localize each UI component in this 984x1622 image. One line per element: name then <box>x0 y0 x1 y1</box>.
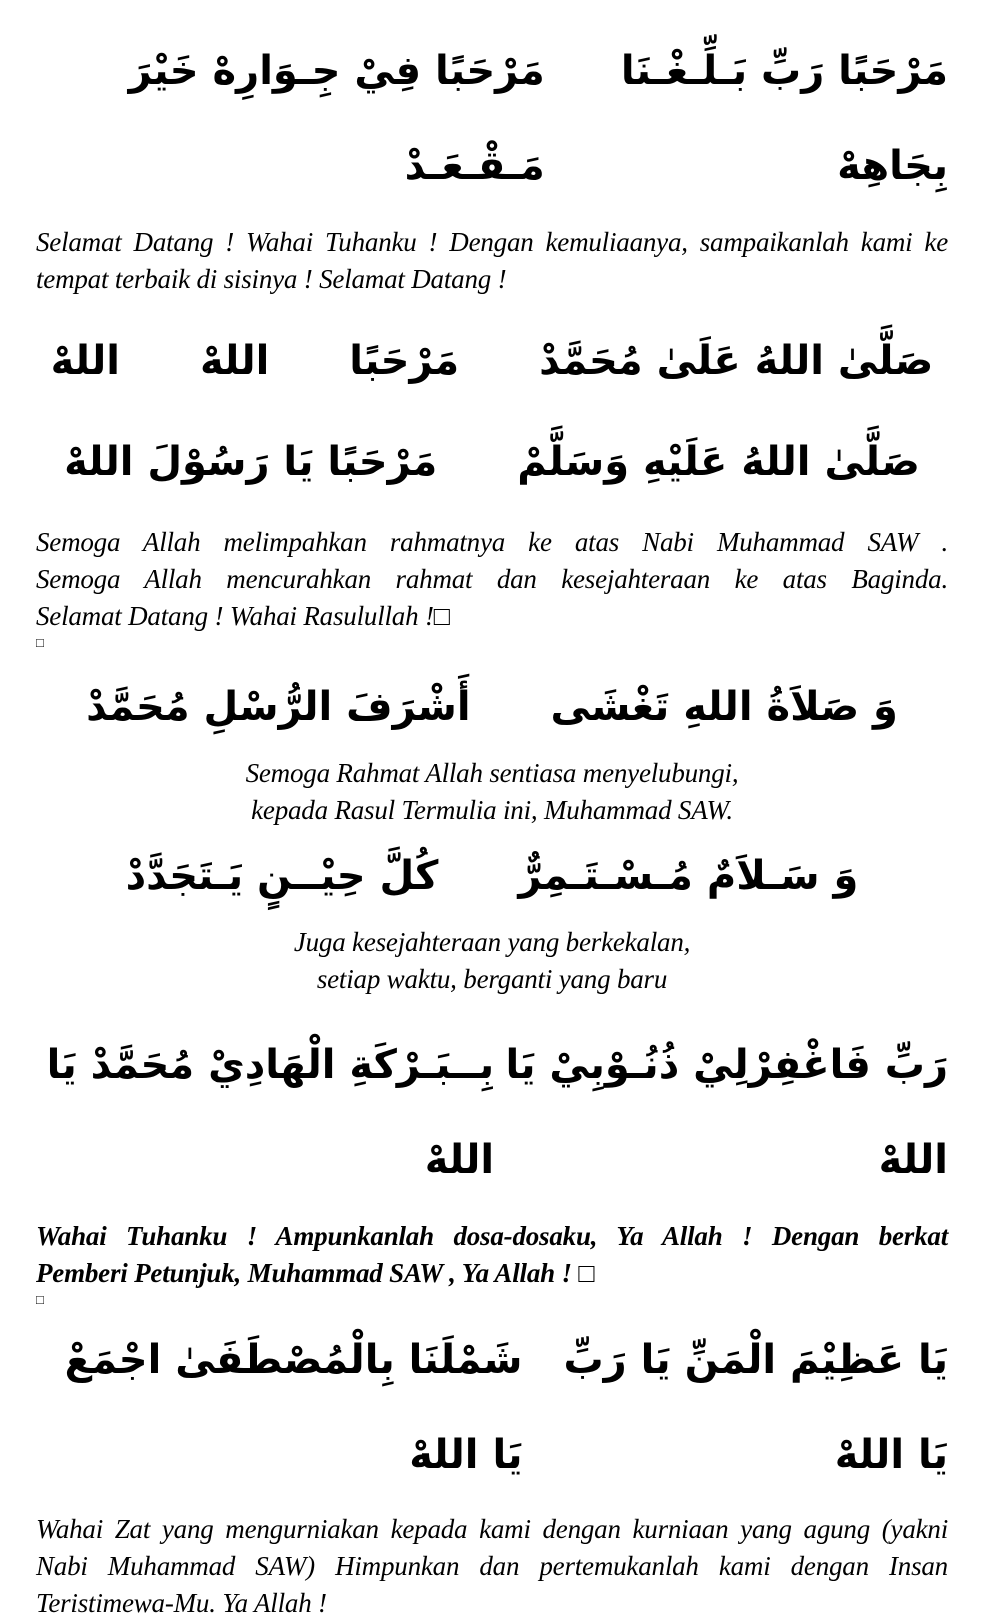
translation-kurniaan <box>36 1511 948 1622</box>
translation-line: Wahai Zat yang mengurniakan kepada kami dengan kurniaan yang agung (yakni <box>36 1514 948 1544</box>
translation-line: Semoga Rahmat Allah sentiasa menyelubungi, <box>245 758 739 788</box>
translation-line: Juga kesejahteraan yang berkekalan, <box>293 927 691 957</box>
translation-line: Selamat Datang ! Wahai Tuhanku ! Dengan kemuliaanya, sampaikanlah kami ke <box>36 227 948 257</box>
translation-line: Semoga Allah mencurahkan rahmat dan kesejahteraan ke atas Baginda. <box>36 564 948 594</box>
translation-line: tempat terbaik di sisinya ! Selamat Datang ! <box>36 264 507 294</box>
translation-line: Selamat Datang ! Wahai Rasulullah !□ <box>36 601 450 631</box>
translation-salawat <box>36 524 948 650</box>
arabic-salawat-line-1: صَلَّىٰ اللهُ عَلَىٰ مُحَمَّدْ مَرْحَبًا اللهْ اللهْ <box>50 338 934 384</box>
translation-line: kepada Rasul Termulia ini, Muhammad SAW. <box>251 795 733 825</box>
stray-box-glyph: □ <box>36 1292 44 1307</box>
arabic-hemistich-left: شَمْلَنَا بِالْمُصْطَفَىٰ اجْمَعْ يَا اللهْ <box>64 1337 523 1478</box>
stray-box-glyph: □ <box>36 635 44 650</box>
translation-line: Teristimewa-Mu. Ya Allah ! <box>36 1588 327 1618</box>
translation-kesejahteraan <box>36 924 948 998</box>
translation-line: Semoga Allah melimpahkan rahmatnya ke atas Nabi Muhammad SAW . <box>36 527 948 557</box>
arabic-salat-taghsha-line: وَ صَلاَةُ اللهِ تَغْشَى أَشْرَفَ الرُّسْلِ مُحَمَّدْ <box>86 684 898 730</box>
translation-rahmat <box>36 755 948 829</box>
translation-line: Wahai Tuhanku ! Ampunkanlah dosa-dosaku, Ya Allah ! Dengan berkat <box>36 1221 948 1251</box>
arabic-hemistich-left: مَرْحَبًا فِيْ جِـوَارِهْ خَيْرَ مَـقْـعَـدْ <box>128 48 545 189</box>
arabic-hemistich-right: رَبِّ فَاغْفِرْلِيْ ذُنُـوْبِيْ يَا اللهْ <box>505 1042 948 1183</box>
translation-ampunan <box>36 1218 948 1307</box>
translation-line: Pemberi Petunjuk, Muhammad SAW , Ya Allah ! □ <box>36 1258 595 1288</box>
arabic-couplet-marhaban <box>36 24 948 214</box>
translation-line: Nabi Muhammad SAW) Himpunkan dan pertemukanlah kami dengan Insan <box>36 1551 948 1581</box>
arabic-couplet-istighfar <box>36 1018 948 1208</box>
arabic-salam-mustamirr-line: وَ سَـلاَمٌ مُـسْـتَـمِرٌّ كُلَّ حِيْــنٍ يَـتَجَدَّدْ <box>125 853 859 899</box>
arabic-hemistich-right: مَرْحَبًا رَبِّ بَـلِّـغْـنَا بِجَاهِهْ <box>620 48 948 189</box>
translation-line: setiap waktu, berganti yang baru <box>316 964 668 994</box>
arabic-hemistich-left: بِــبَـرْكَةِ الْهَادِيْ مُحَمَّدْ يَا اللهْ <box>46 1042 495 1183</box>
arabic-hemistich-right: يَا عَظِيْمَ الْمَنِّ يَا رَبِّ يَا اللهْ <box>563 1337 948 1478</box>
arabic-couplet-azimal-mann <box>36 1313 948 1503</box>
translation-marhaban <box>36 224 948 298</box>
arabic-salawat-line-2: صَلَّىٰ اللهُ عَلَيْهِ وَسَلَّمْ مَرْحَبًا يَا رَسُوْلَ اللهْ <box>64 439 920 485</box>
